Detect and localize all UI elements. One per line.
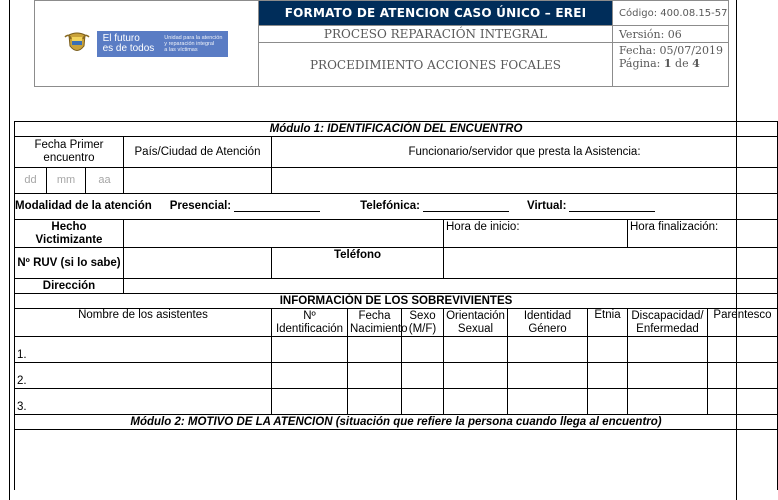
hecho-field[interactable]	[124, 220, 444, 248]
col-orientacion: Orientación Sexual	[444, 309, 508, 337]
virtual-label: Virtual:	[526, 200, 567, 212]
logo-slogan: El futuro es de todos	[102, 32, 155, 54]
fecha-primer-label: Fecha Primer encuentro	[15, 137, 124, 168]
ruv-field[interactable]	[124, 248, 272, 279]
row-3-cell[interactable]	[402, 389, 444, 415]
code-label: Código:	[619, 7, 658, 19]
dd-field[interactable]: dd	[15, 168, 47, 194]
page-indicator: Página: 1 de 4	[619, 57, 700, 70]
funcionario-label: Funcionario/servidor que presta la Asistencia:	[272, 137, 778, 168]
logo-band	[97, 31, 229, 57]
row-1-cell[interactable]	[402, 337, 444, 363]
modalidad-row	[15, 194, 778, 220]
virtual-field[interactable]	[569, 201, 655, 212]
mm-field[interactable]: mm	[47, 168, 86, 194]
row-3-cell[interactable]	[348, 389, 402, 415]
row-1-cell[interactable]	[508, 337, 588, 363]
row-3-cell[interactable]	[588, 389, 628, 415]
row-2-cell[interactable]	[588, 363, 628, 389]
modalidad-label: Modalidad de la atención	[15, 200, 152, 212]
row-1-nombre[interactable]: 1.	[15, 337, 272, 363]
col-etnia: Etnia	[588, 309, 628, 337]
row-2-cell[interactable]	[708, 363, 778, 389]
row-2-cell[interactable]	[508, 363, 588, 389]
col-nacimiento: Fecha Nacimiento	[348, 309, 402, 337]
logo-entity: Unidad para la atención y reparación integral a las víctimas	[164, 34, 223, 53]
modulo1-title: Módulo 1: IDENTIFICACIÓN DEL ENCUENTRO	[15, 122, 778, 137]
pais-ciudad-field[interactable]	[124, 168, 272, 194]
telefono-label: Teléfono	[272, 248, 444, 279]
logo-cell	[35, 1, 259, 87]
row-1-cell[interactable]	[588, 337, 628, 363]
modulo2-field[interactable]	[15, 430, 778, 490]
date-page-cell	[613, 43, 729, 87]
row-3-cell[interactable]	[708, 389, 778, 415]
row-3-nombre[interactable]: 3.	[15, 389, 272, 415]
document-header	[34, 0, 729, 87]
ruv-label: Nº RUV (si lo sabe)	[15, 248, 124, 279]
page-total: 4	[692, 57, 700, 70]
telefonica-field[interactable]	[423, 201, 509, 212]
row-2-cell[interactable]	[628, 363, 708, 389]
hecho-label: Hecho Victimizante	[15, 220, 124, 248]
funcionario-field[interactable]	[272, 168, 778, 194]
row-3-cell[interactable]	[444, 389, 508, 415]
telefonica-label: Telefónica:	[360, 200, 420, 212]
row-1-cell[interactable]	[272, 337, 348, 363]
col-sexo: Sexo (M/F)	[402, 309, 444, 337]
row-1-cell[interactable]	[708, 337, 778, 363]
col-discapacidad: Discapacidad/ Enfermedad	[628, 309, 708, 337]
col-parentesco: Parentesco	[708, 309, 778, 337]
col-nombre: Nombre de los asistentes	[15, 309, 272, 337]
hora-fin-label[interactable]: Hora finalización:	[628, 220, 778, 248]
pais-ciudad-label: País/Ciudad de Atención	[124, 137, 272, 168]
row-3-cell[interactable]	[508, 389, 588, 415]
row-2-cell[interactable]	[402, 363, 444, 389]
presencial-label: Presencial:	[169, 200, 232, 212]
page-number: 1	[663, 57, 672, 70]
col-identidad: Identidad Género	[508, 309, 588, 337]
form-table	[14, 121, 778, 490]
sobrevivientes-title: INFORMACIÓN DE LOS SOBREVIVIENTES	[15, 294, 778, 309]
telefono-field[interactable]	[444, 248, 778, 279]
row-2-cell[interactable]	[444, 363, 508, 389]
modulo2-title: Módulo 2: MOTIVO DE LA ATENCION (situación que refiere la persona cuando llega al encuentro)	[15, 415, 778, 430]
code-value: 400.08.15-57	[660, 7, 728, 19]
row-1-cell[interactable]	[444, 337, 508, 363]
presencial-field[interactable]	[234, 201, 320, 212]
form-title: FORMATO DE ATENCION CASO ÚNICO – EREI	[259, 1, 613, 26]
coat-of-arms-icon	[65, 31, 89, 57]
date: Fecha: 05/07/2019	[619, 44, 723, 57]
row-1-cell[interactable]	[348, 337, 402, 363]
direccion-label: Dirección	[15, 279, 124, 294]
row-1-cell[interactable]	[628, 337, 708, 363]
row-2-nombre[interactable]: 2.	[15, 363, 272, 389]
row-3-cell[interactable]	[628, 389, 708, 415]
hora-inicio-label[interactable]: Hora de inicio:	[444, 220, 628, 248]
version: Versión: 06	[613, 26, 729, 43]
row-2-cell[interactable]	[348, 363, 402, 389]
aa-field[interactable]: aa	[86, 168, 124, 194]
col-identificacion: Nº Identificación	[272, 309, 348, 337]
code-cell	[613, 1, 729, 26]
row-2-cell[interactable]	[272, 363, 348, 389]
direccion-field[interactable]	[124, 279, 778, 294]
row-3-cell[interactable]	[272, 389, 348, 415]
process-name: PROCESO REPARACIÓN INTEGRAL	[259, 26, 613, 43]
procedure-name: PROCEDIMIENTO ACCIONES FOCALES	[259, 43, 613, 87]
